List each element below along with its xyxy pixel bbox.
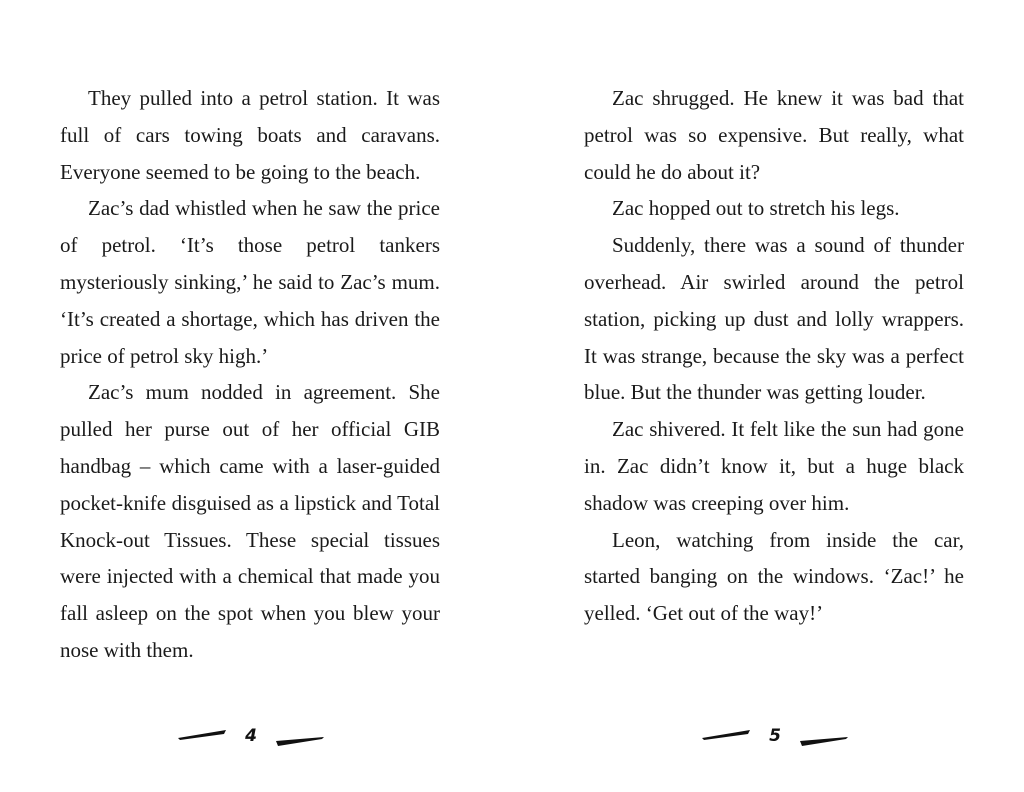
page-number-footer-left — [176, 724, 326, 754]
paragraph: Zac’s dad whistled when he saw the price of petrol. ‘It’s those petrol tankers mysteriously sinking,’ he said to Zac’s mum. ‘It’s created a shortage, which has driven the price of petrol sky high.’ — [60, 196, 440, 368]
page-number-footer-right — [700, 724, 850, 754]
paragraph: They pulled into a petrol station. It was full of cars towing boats and caravans. Everyone seemed to be going to the beach. — [60, 86, 440, 184]
page-number: 4 — [245, 726, 257, 746]
left-swoosh-mark — [178, 730, 226, 740]
right-page — [584, 80, 964, 632]
left-swoosh-mark — [702, 730, 750, 740]
left-page — [60, 80, 440, 669]
page-number: 5 — [769, 726, 781, 746]
paragraph: Leon, watching from inside the car, started banging on the windows. ‘Zac!’ he yelled. ‘Get out of the way!’ — [584, 527, 964, 626]
paragraph: Zac hopped out to stretch his legs. — [612, 196, 900, 221]
right-swoosh-mark — [800, 737, 848, 746]
paragraph: Zac’s mum nodded in agreement. She pulled her purse out of her official GIB handbag – which came with a laser-guided pocket-knife disguised as a lipstick and Total Knock-out Tissues. These special tissues were injected with a chemical that made you fall asleep on the spot when you blew your nose with them. — [60, 380, 440, 662]
paragraph: Zac shrugged. He knew it was bad that petrol was so expensive. But really, what could he do about it? — [584, 86, 964, 184]
paragraph: Suddenly, there was a sound of thunder overhead. Air swirled around the petrol station, picking up dust and lolly wrappers. It was strange, because the sky was a perfect blue. But the thunder was getting louder. — [584, 233, 964, 405]
paragraph: Zac shivered. It felt like the sun had gone in. Zac didn’t know it, but a huge black shadow was creeping over him. — [584, 417, 964, 515]
right-swoosh-mark — [276, 737, 324, 746]
